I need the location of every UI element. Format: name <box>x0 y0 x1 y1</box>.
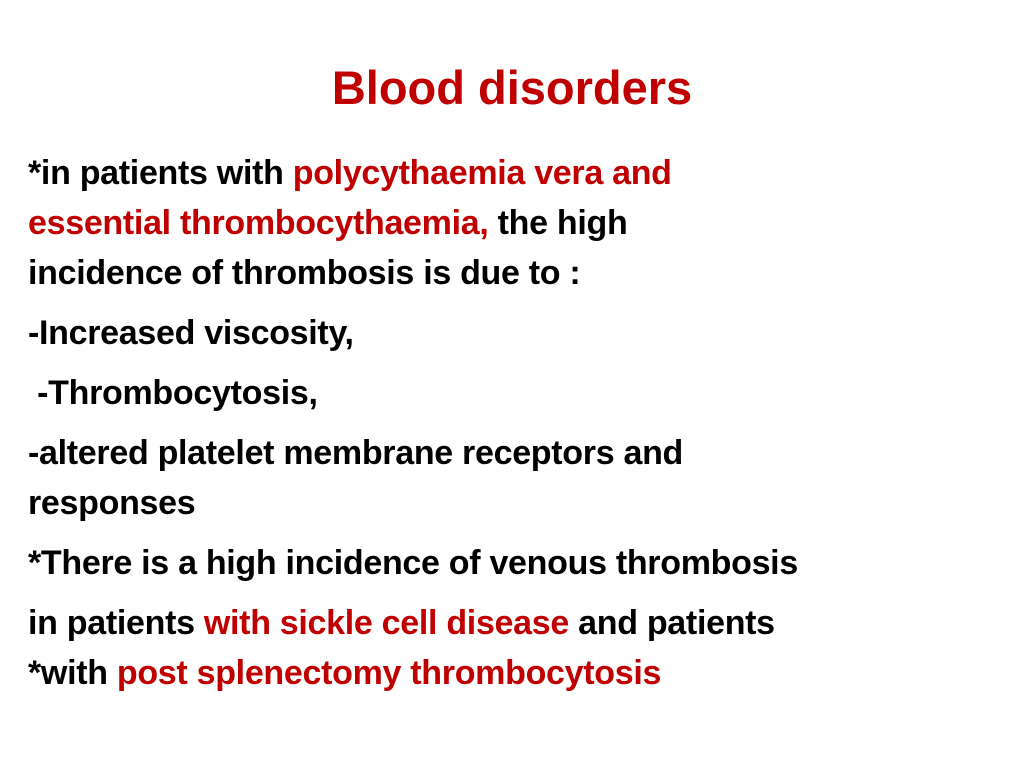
bullet-text-platelet-line-1: -altered platelet membrane receptors and <box>28 434 684 472</box>
splenectomy-line <box>28 648 988 698</box>
bullet-platelet-receptors <box>28 428 988 528</box>
intro-line-3: incidence of thrombosis is due to : <box>28 254 581 292</box>
intro-line-1 <box>28 148 988 198</box>
slide-body <box>28 148 988 698</box>
splenectomy-highlight: post splenectomy thrombocytosis <box>116 654 662 692</box>
intro-suffix-1: the high <box>488 204 628 242</box>
venous-line-1: *There is a high incidence of venous thrombosis <box>28 544 798 582</box>
bullet-text-platelet-line-2: responses <box>28 484 196 522</box>
splenectomy-prefix: *with <box>28 654 117 692</box>
sickle-prefix: in patients <box>28 604 204 642</box>
sickle-suffix: and patients <box>569 604 775 642</box>
paragraph-venous-thrombosis <box>28 538 988 588</box>
paragraph-causes-intro <box>28 148 988 298</box>
sickle-highlight: with sickle cell disease <box>203 604 569 642</box>
bullet-increased-viscosity <box>28 308 988 358</box>
paragraph-sickle-cell <box>28 598 988 698</box>
sickle-line <box>28 598 988 648</box>
bullet-thrombocytosis <box>28 368 988 418</box>
bullet-text-thrombocytosis: -Thrombocytosis, <box>28 374 318 412</box>
intro-line-2 <box>28 198 988 248</box>
intro-highlight-1: polycythaemia vera and <box>292 154 672 192</box>
intro-highlight-2: essential thrombocythaemia, <box>28 204 489 242</box>
intro-prefix: *in patients with <box>28 154 293 192</box>
slide-title: Blood disorders <box>331 61 693 114</box>
bullet-text-viscosity: -Increased viscosity, <box>28 314 354 352</box>
